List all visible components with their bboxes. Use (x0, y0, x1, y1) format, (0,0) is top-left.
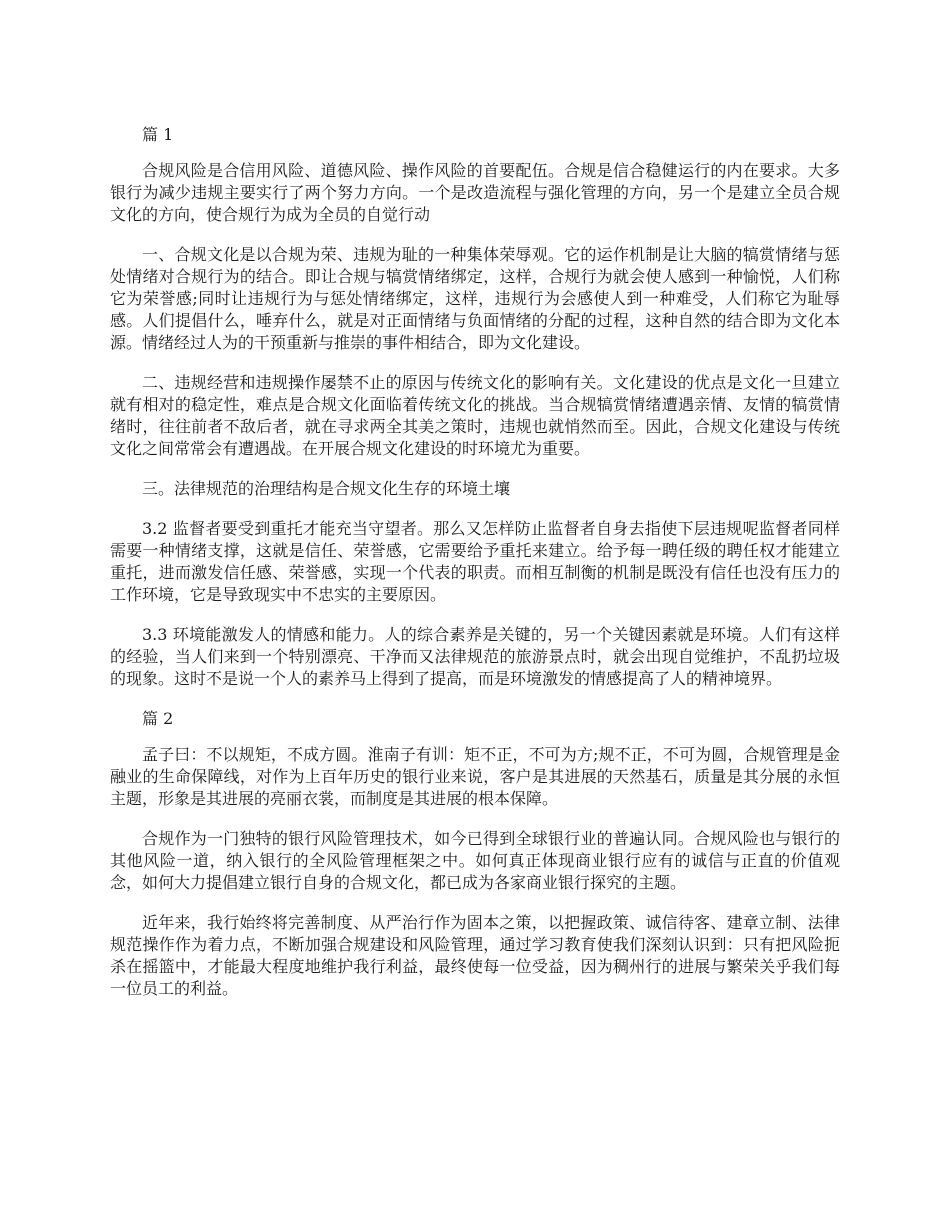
paragraph: 孟子曰：不以规矩，不成方圆。淮南子有训：矩不正，不可为方;规不正，不可为圆，合规管理是金融业的生命保障线，对作为上百年历史的银行业来说，客户是其进展的天然基石，质量是其分展的永恒主题，形象是其进展的亮丽衣裳，而制度是其进展的根本保障。 (110, 745, 840, 808)
paragraph: 一、合规文化是以合规为荣、违规为耻的一种集体荣辱观。它的运作机制是让大脑的犒赏情绪与惩处情绪对合规行为的结合。即让合规与犒赏情绪绑定，这样，合规行为就会使人感到一种愉悦，人们称它为荣誉感;同时让违规行为与惩处情绪绑定，这样，违规行为会感使人到一种难受，人们称它为耻辱感。人们提倡什么，唾弃什么，就是对正面情绪与负面情绪的分配的过程，这种自然的结合即为文化本源。情绪经过人为的干预重新与推崇的事件相结合，即为文化建设。 (110, 245, 840, 352)
paragraph: 二、违规经营和违规操作屡禁不止的原因与传统文化的影响有关。文化建设的优点是文化一旦建立就有相对的稳定性，难点是合规文化面临着传统文化的挑战。当合规犒赏情绪遭遇亲情、友情的犒赏情绪时，往往前者不敌后者，就在寻求两全其美之策时，违规也就悄然而至。因此，合规文化建设与传统文化之间常常会有遭遇战。在开展合规文化建设的时环境尤为重要。 (110, 373, 840, 458)
paragraph: 3.2 监督者要受到重托才能充当守望者。那么又怎样防止监督者自身去指使下层违规呢监督者同样需要一种情绪支撑，这就是信任、荣誉感，它需要给予重托来建立。给予每一聘任级的聘任权才能建立重托，进而激发信任感、荣誉感，实现一个代表的职责。而相互制衡的机制是既没有信任也没有压力的工作环境，它是导致现实中不忠实的主要原因。 (110, 519, 840, 604)
paragraph: 近年来，我行始终将完善制度、从严治行作为固本之策，以把握政策、诚信待客、建章立制、法律规范操作作为着力点，不断加强合规建设和风险管理，通过学习教育使我们深刻认识到：只有把风险扼杀在摇篮中，才能最大程度地维护我行利益，最终使每一位受益，因为稠州行的进展与繁荣关乎我们每一位员工的利益。 (110, 913, 840, 998)
paragraph: 3.3 环境能激发人的情感和能力。人的综合素养是关键的，另一个关键因素就是环境。人们有这样的经验，当人们来到一个特别漂亮、干净而又法律规范的旅游景点时，就会出现自觉维护，不乱扔垃圾的现象。这时不是说一个人的素养马上得到了提高，而是环境激发的情感提高了人的精神境界。 (110, 625, 840, 688)
document-body (110, 124, 840, 1018)
paragraph: 合规风险是合信用风险、道德风险、操作风险的首要配伍。合规是信合稳健运行的内在要求。大多银行为减少违规主要实行了两个努力方向。一个是改造流程与强化管理的方向，另一个是建立全员合规文化的方向，使合规行为成为全员的自觉行动 (110, 161, 840, 224)
section-heading: 篇 2 (142, 709, 174, 728)
section-heading: 篇 1 (142, 125, 174, 144)
paragraph: 三。法律规范的治理结构是合规文化生存的环境土壤 (142, 479, 511, 498)
paragraph: 合规作为一门独特的银行风险管理技术，如今已得到全球银行业的普遍认同。合规风险也与银行的其他风险一道，纳入银行的全风险管理框架之中。如何真正体现商业银行应有的诚信与正直的价值观念，如何大力提倡建立银行自身的合规文化，都已成为各家商业银行探究的主题。 (110, 829, 840, 892)
